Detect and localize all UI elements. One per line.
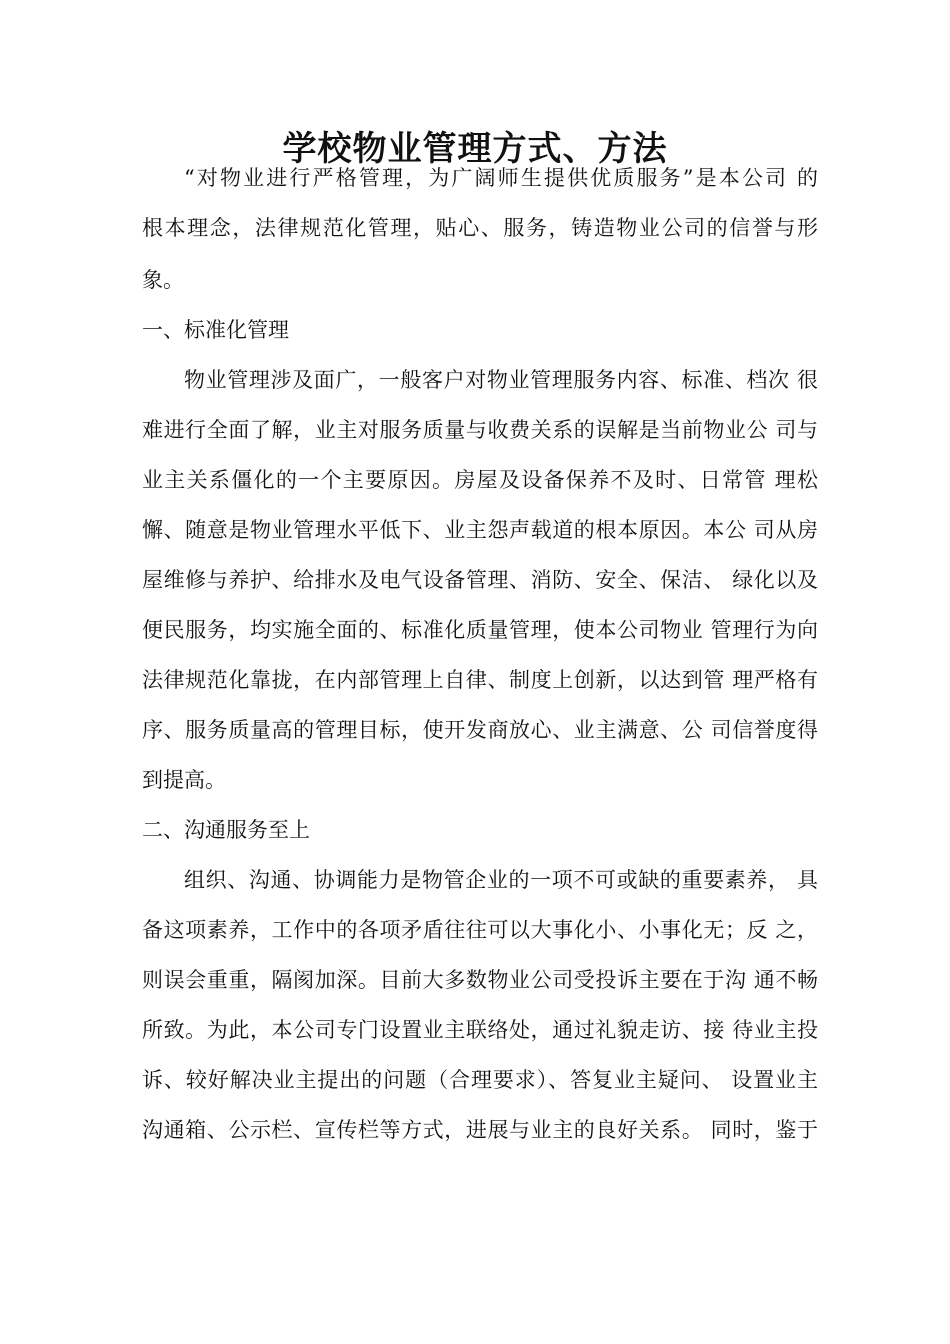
document-title: 学校物业管理方式、方法 xyxy=(282,128,668,169)
paragraph-line: 根本理念，法律规范化管理，贴心、服务，铸造物业公司的信誉与形 xyxy=(142,216,818,240)
paragraph-line: 组织、沟通、协调能力是物管企业的一项不可或缺的重要素养， 具 xyxy=(184,868,818,892)
paragraph-line: 所致。为此，本公司专门设置业主联络处，通过礼貌走访、接 待业主投 xyxy=(142,1018,818,1042)
section-heading: 一、标准化管理 xyxy=(142,318,289,342)
paragraph-line: “对物业进行严格管理，为广阔师生提供优质服务”是本公司 的 xyxy=(184,166,818,190)
paragraph-line: 难进行全面了解，业主对服务质量与收费关系的误解是当前物业公 司与 xyxy=(142,418,818,442)
paragraph-line: 则误会重重，隔阂加深。目前大多数物业公司受投诉主要在于沟 通不畅 xyxy=(142,968,818,992)
paragraph-line: 沟通箱、公示栏、宣传栏等方式，进展与业主的良好关系。 同时，鉴于 xyxy=(142,1118,818,1142)
paragraph-line: 备这项素养，工作中的各项矛盾往往可以大事化小、小事化无；反 之， xyxy=(142,918,818,942)
paragraph-line: 业主关系僵化的一个主要原因。房屋及设备保养不及时、日常管 理松 xyxy=(142,468,818,492)
paragraph-line: 便民服务，均实施全面的、标准化质量管理，使本公司物业 管理行为向 xyxy=(142,618,818,642)
paragraph-line: 序、服务质量高的管理目标，使开发商放心、业主满意、公 司信誉度得 xyxy=(142,718,818,742)
paragraph-line: 象。 xyxy=(142,268,184,292)
section-heading: 二、沟通服务至上 xyxy=(142,818,310,842)
paragraph-line: 诉、较好解决业主提出的问题（合理要求）、答复业主疑问、 设置业主 xyxy=(142,1068,818,1092)
paragraph-line: 到提高。 xyxy=(142,768,226,792)
paragraph-line: 懈、随意是物业管理水平低下、业主怨声载道的根本原因。本公 司从房 xyxy=(142,518,818,542)
paragraph-line: 法律规范化靠拢，在内部管理上自律、制度上创新，以达到管 理严格有 xyxy=(142,668,818,692)
paragraph-line: 物业管理涉及面广，一般客户对物业管理服务内容、标准、档次 很 xyxy=(184,368,818,392)
paragraph-line: 屋维修与养护、给排水及电气设备管理、消防、安全、保洁、 绿化以及 xyxy=(142,568,818,592)
